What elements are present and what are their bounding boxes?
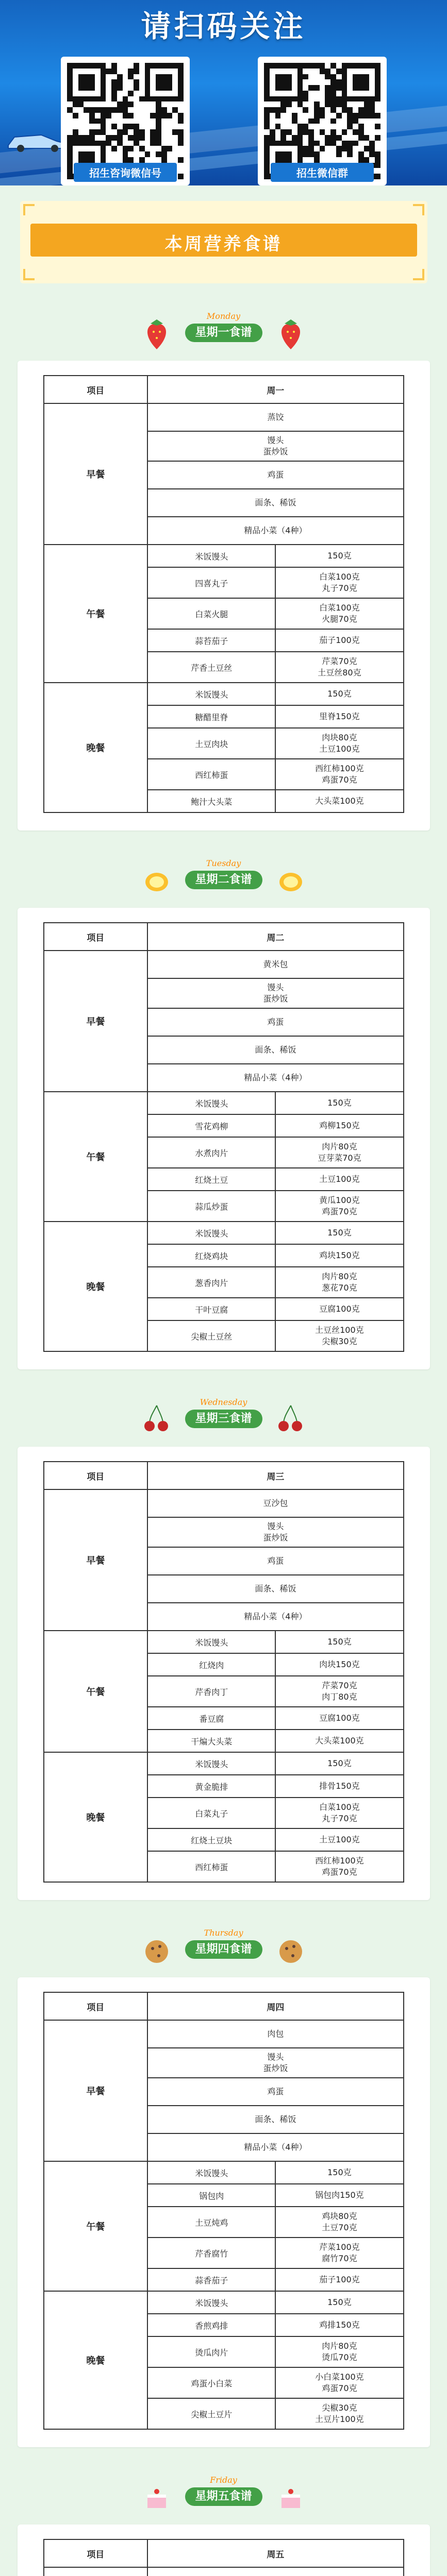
section-header [20,201,427,283]
dish-name: 干叶豆腐 [147,1298,275,1320]
dish-amount: 芹菜70克 土豆丝80克 [275,652,403,683]
dish-name: 米饭馒头 [147,2161,275,2184]
dish-amount: 茄子100克 [275,629,403,652]
menu-table [43,2539,404,2576]
dish-name: 芹香肉丁 [147,1676,275,1707]
dish-amount: 豆腐100克 [275,1298,403,1320]
meal-label-lunch: 午餐 [44,2161,148,2291]
dish-name: 葱香肉片 [147,1267,275,1298]
day-block-wednesday [12,1390,435,1900]
breakfast-item: 鸡蛋 [147,2078,403,2106]
dish-name: 芹香腐竹 [147,2238,275,2268]
dish-amount: 土豆丝100克 尖椒30克 [275,1320,403,1351]
table-row [44,2161,404,2184]
dish-name: 干煸大头菜 [147,1730,275,1752]
dish-name: 芹香土豆丝 [147,652,275,683]
dish-name: 鸡蛋小白菜 [147,2367,275,2398]
column-header-item: 项目 [44,923,148,951]
dish-name: 四喜丸子 [147,567,275,598]
menu-card [18,908,430,1369]
dish-amount: 150克 [275,2291,403,2314]
table-row [44,1222,404,1244]
dish-amount: 150克 [275,1752,403,1775]
dish-amount: 鸡排150克 [275,2314,403,2336]
dish-amount: 150克 [275,1631,403,1653]
dish-name: 香煎鸡排 [147,2314,275,2336]
table-row [44,2291,404,2314]
dish-amount: 锅包肉150克 [275,2184,403,2207]
table-row [44,951,404,978]
table-row [44,683,404,705]
dish-amount: 小白菜100克 鸡蛋70克 [275,2367,403,2398]
breakfast-item: 精品小菜（4种） [147,2133,403,2161]
table-row [44,545,404,567]
day-title-pill: 星期三食谱 [185,1410,262,1428]
dish-amount: 肉块150克 [275,1653,403,1676]
dish-amount: 肉块80克 土豆100克 [275,728,403,759]
dish-name: 蒜瓜炒蛋 [147,1191,275,1222]
breakfast-item: 鸡蛋 [147,461,403,489]
meal-label-dinner: 晚餐 [44,683,148,812]
column-header-item: 项目 [44,1992,148,2020]
breakfast-item: 面条、稀饭 [147,1036,403,1064]
dish-amount: 肉片80克 豆芽菜70克 [275,1137,403,1168]
dish-amount: 芹菜70克 肉丁80克 [275,1676,403,1707]
dish-name: 黄金脆排 [147,1775,275,1798]
table-row [44,2567,404,2576]
menu-table [43,922,404,1352]
dish-name: 土豆肉块 [147,728,275,759]
menu-card [18,2524,430,2576]
meal-label-breakfast: 早餐 [44,403,148,545]
breakfast-item: 面条、稀饭 [147,489,403,517]
column-header-weekday: 周四 [147,1992,403,2020]
meal-label-lunch: 午餐 [44,1631,148,1752]
dish-name: 尖椒土豆片 [147,2398,275,2429]
dish-name: 米饭馒头 [147,1631,275,1653]
breakfast-item: 蒸饺 [147,403,403,431]
dish-name: 红烧鸡块 [147,1244,275,1267]
meal-label-dinner: 晚餐 [44,2291,148,2429]
dish-amount: 150克 [275,545,403,567]
dish-amount: 150克 [275,1092,403,1114]
dish-name: 米饭馒头 [147,2291,275,2314]
dish-name: 米饭馒头 [147,1222,275,1244]
breakfast-item [147,2567,403,2576]
day-block-thursday [12,1921,435,2447]
day-english-label: Thursday [204,1928,243,1938]
qr-banner [0,0,447,185]
car-icon [5,129,67,152]
dish-amount: 芹菜100克 腐竹70克 [275,2238,403,2268]
day-english-label: Monday [206,311,241,321]
banner-title: 请扫码关注 [141,9,306,44]
dish-amount: 豆腐100克 [275,1707,403,1730]
dish-amount: 茄子100克 [275,2268,403,2291]
meal-label-dinner: 晚餐 [44,1222,148,1351]
table-row [44,1631,404,1653]
breakfast-item: 面条、稀饭 [147,1575,403,1603]
dish-name: 西红柿蛋 [147,759,275,790]
breakfast-item: 馒头 蛋炒饭 [147,2048,403,2078]
column-header-item: 项目 [44,2539,148,2567]
dish-name: 蒜苔茄子 [147,629,275,652]
dish-name: 番豆腐 [147,1707,275,1730]
day-english-label: Tuesday [206,858,241,868]
dish-amount: 鸡柳150克 [275,1114,403,1137]
dish-amount: 大头菜100克 [275,1730,403,1752]
day-title-pill: 星期五食谱 [185,2487,262,2506]
meal-label-lunch: 午餐 [44,1092,148,1222]
dish-name: 雪花鸡柳 [147,1114,275,1137]
breakfast-item: 豆沙包 [147,1489,403,1517]
column-header-weekday: 周五 [147,2539,403,2567]
day-header [12,2468,435,2524]
dish-name: 土豆炖鸡 [147,2207,275,2238]
breakfast-item: 鸡蛋 [147,1008,403,1036]
column-header-item: 项目 [44,1462,148,1489]
menu-card [18,1447,430,1900]
dish-amount: 大头菜100克 [275,790,403,812]
dish-amount: 肉片80克 烫瓜70克 [275,2336,403,2367]
dish-amount: 白菜100克 丸子70克 [275,1798,403,1828]
menu-table [43,1461,404,1883]
breakfast-item: 馒头 蛋炒饭 [147,1517,403,1547]
column-header-weekday: 周一 [147,376,403,403]
breakfast-item: 面条、稀饭 [147,2106,403,2133]
table-row [44,403,404,431]
dish-name: 锅包肉 [147,2184,275,2207]
dish-name: 米饭馒头 [147,683,275,705]
dish-amount: 白菜100克 丸子70克 [275,567,403,598]
dish-name: 糖醋里脊 [147,705,275,728]
dish-amount: 150克 [275,683,403,705]
day-header [12,1390,435,1447]
menu-table [43,375,404,813]
breakfast-item: 精品小菜（4种） [147,1603,403,1631]
table-row [44,1752,404,1775]
dish-name: 尖椒土豆丝 [147,1320,275,1351]
day-block-monday [12,304,435,831]
dish-amount: 排骨150克 [275,1775,403,1798]
dish-amount: 白菜100克 火腿70克 [275,598,403,629]
dish-amount: 土豆100克 [275,1828,403,1851]
meal-label-breakfast [44,2567,148,2576]
meal-label-dinner: 晚餐 [44,1752,148,1882]
breakfast-item: 鸡蛋 [147,1547,403,1575]
dish-name: 红烧土豆块 [147,1828,275,1851]
day-english-label: Wednesday [200,1397,247,1407]
dish-amount: 鸡块80克 土豆70克 [275,2207,403,2238]
breakfast-item: 肉包 [147,2020,403,2048]
breakfast-item: 精品小菜（4种） [147,1064,403,1092]
day-english-label: Friday [210,2475,237,2485]
dish-amount: 鸡块150克 [275,1244,403,1267]
day-title-pill: 星期一食谱 [185,324,262,342]
dish-name: 水煮肉片 [147,1137,275,1168]
table-row [44,1092,404,1114]
day-header [12,1921,435,1977]
dish-amount: 150克 [275,1222,403,1244]
dish-amount: 里脊150克 [275,705,403,728]
meal-label-breakfast: 早餐 [44,2020,148,2161]
dish-name: 白菜火腿 [147,598,275,629]
dish-name: 蒜香茄子 [147,2268,275,2291]
day-title-pill: 星期二食谱 [185,871,262,889]
menu-content [0,185,447,2576]
table-row [44,1489,404,1517]
dish-amount: 土豆100克 [275,1168,403,1191]
dish-amount: 尖椒30克 土豆片100克 [275,2398,403,2429]
breakfast-item: 馒头 蛋炒饭 [147,978,403,1008]
dish-name: 西红柿蛋 [147,1851,275,1882]
breakfast-item: 馒头 蛋炒饭 [147,431,403,461]
dish-name: 米饭馒头 [147,1752,275,1775]
dish-name: 米饭馒头 [147,545,275,567]
breakfast-item: 精品小菜（4种） [147,517,403,545]
menu-card [18,361,430,831]
day-header [12,851,435,908]
day-title-pill: 星期四食谱 [185,1940,262,1959]
breakfast-item: 黄米包 [147,951,403,978]
dish-amount: 西红柿100克 鸡蛋70克 [275,759,403,790]
qr-right-label: 招生微信群 [271,163,374,182]
dish-name: 鲍汁大头菜 [147,790,275,812]
meal-label-breakfast: 早餐 [44,1489,148,1631]
section-title: 本周营养食谱 [164,234,283,255]
dish-amount: 150克 [275,2161,403,2184]
dish-name: 红烧肉 [147,1653,275,1676]
dish-name: 白菜丸子 [147,1798,275,1828]
column-header-weekday: 周三 [147,1462,403,1489]
menu-card [18,1977,430,2447]
table-row [44,2020,404,2048]
day-block-friday [12,2468,435,2576]
day-block-tuesday [12,851,435,1369]
menu-table [43,1992,404,2430]
qr-left-label: 招生咨询微信号 [74,163,177,182]
meal-label-lunch: 午餐 [44,545,148,683]
dish-name: 米饭馒头 [147,1092,275,1114]
dish-amount: 肉片80克 葱花70克 [275,1267,403,1298]
day-header [12,304,435,361]
column-header-weekday: 周二 [147,923,403,951]
dish-name: 烫瓜肉片 [147,2336,275,2367]
meal-label-breakfast: 早餐 [44,951,148,1092]
dish-amount: 西红柿100克 鸡蛋70克 [275,1851,403,1882]
column-header-item: 项目 [44,376,148,403]
dish-amount: 黄瓜100克 鸡蛋70克 [275,1191,403,1222]
dish-name: 红烧土豆 [147,1168,275,1191]
